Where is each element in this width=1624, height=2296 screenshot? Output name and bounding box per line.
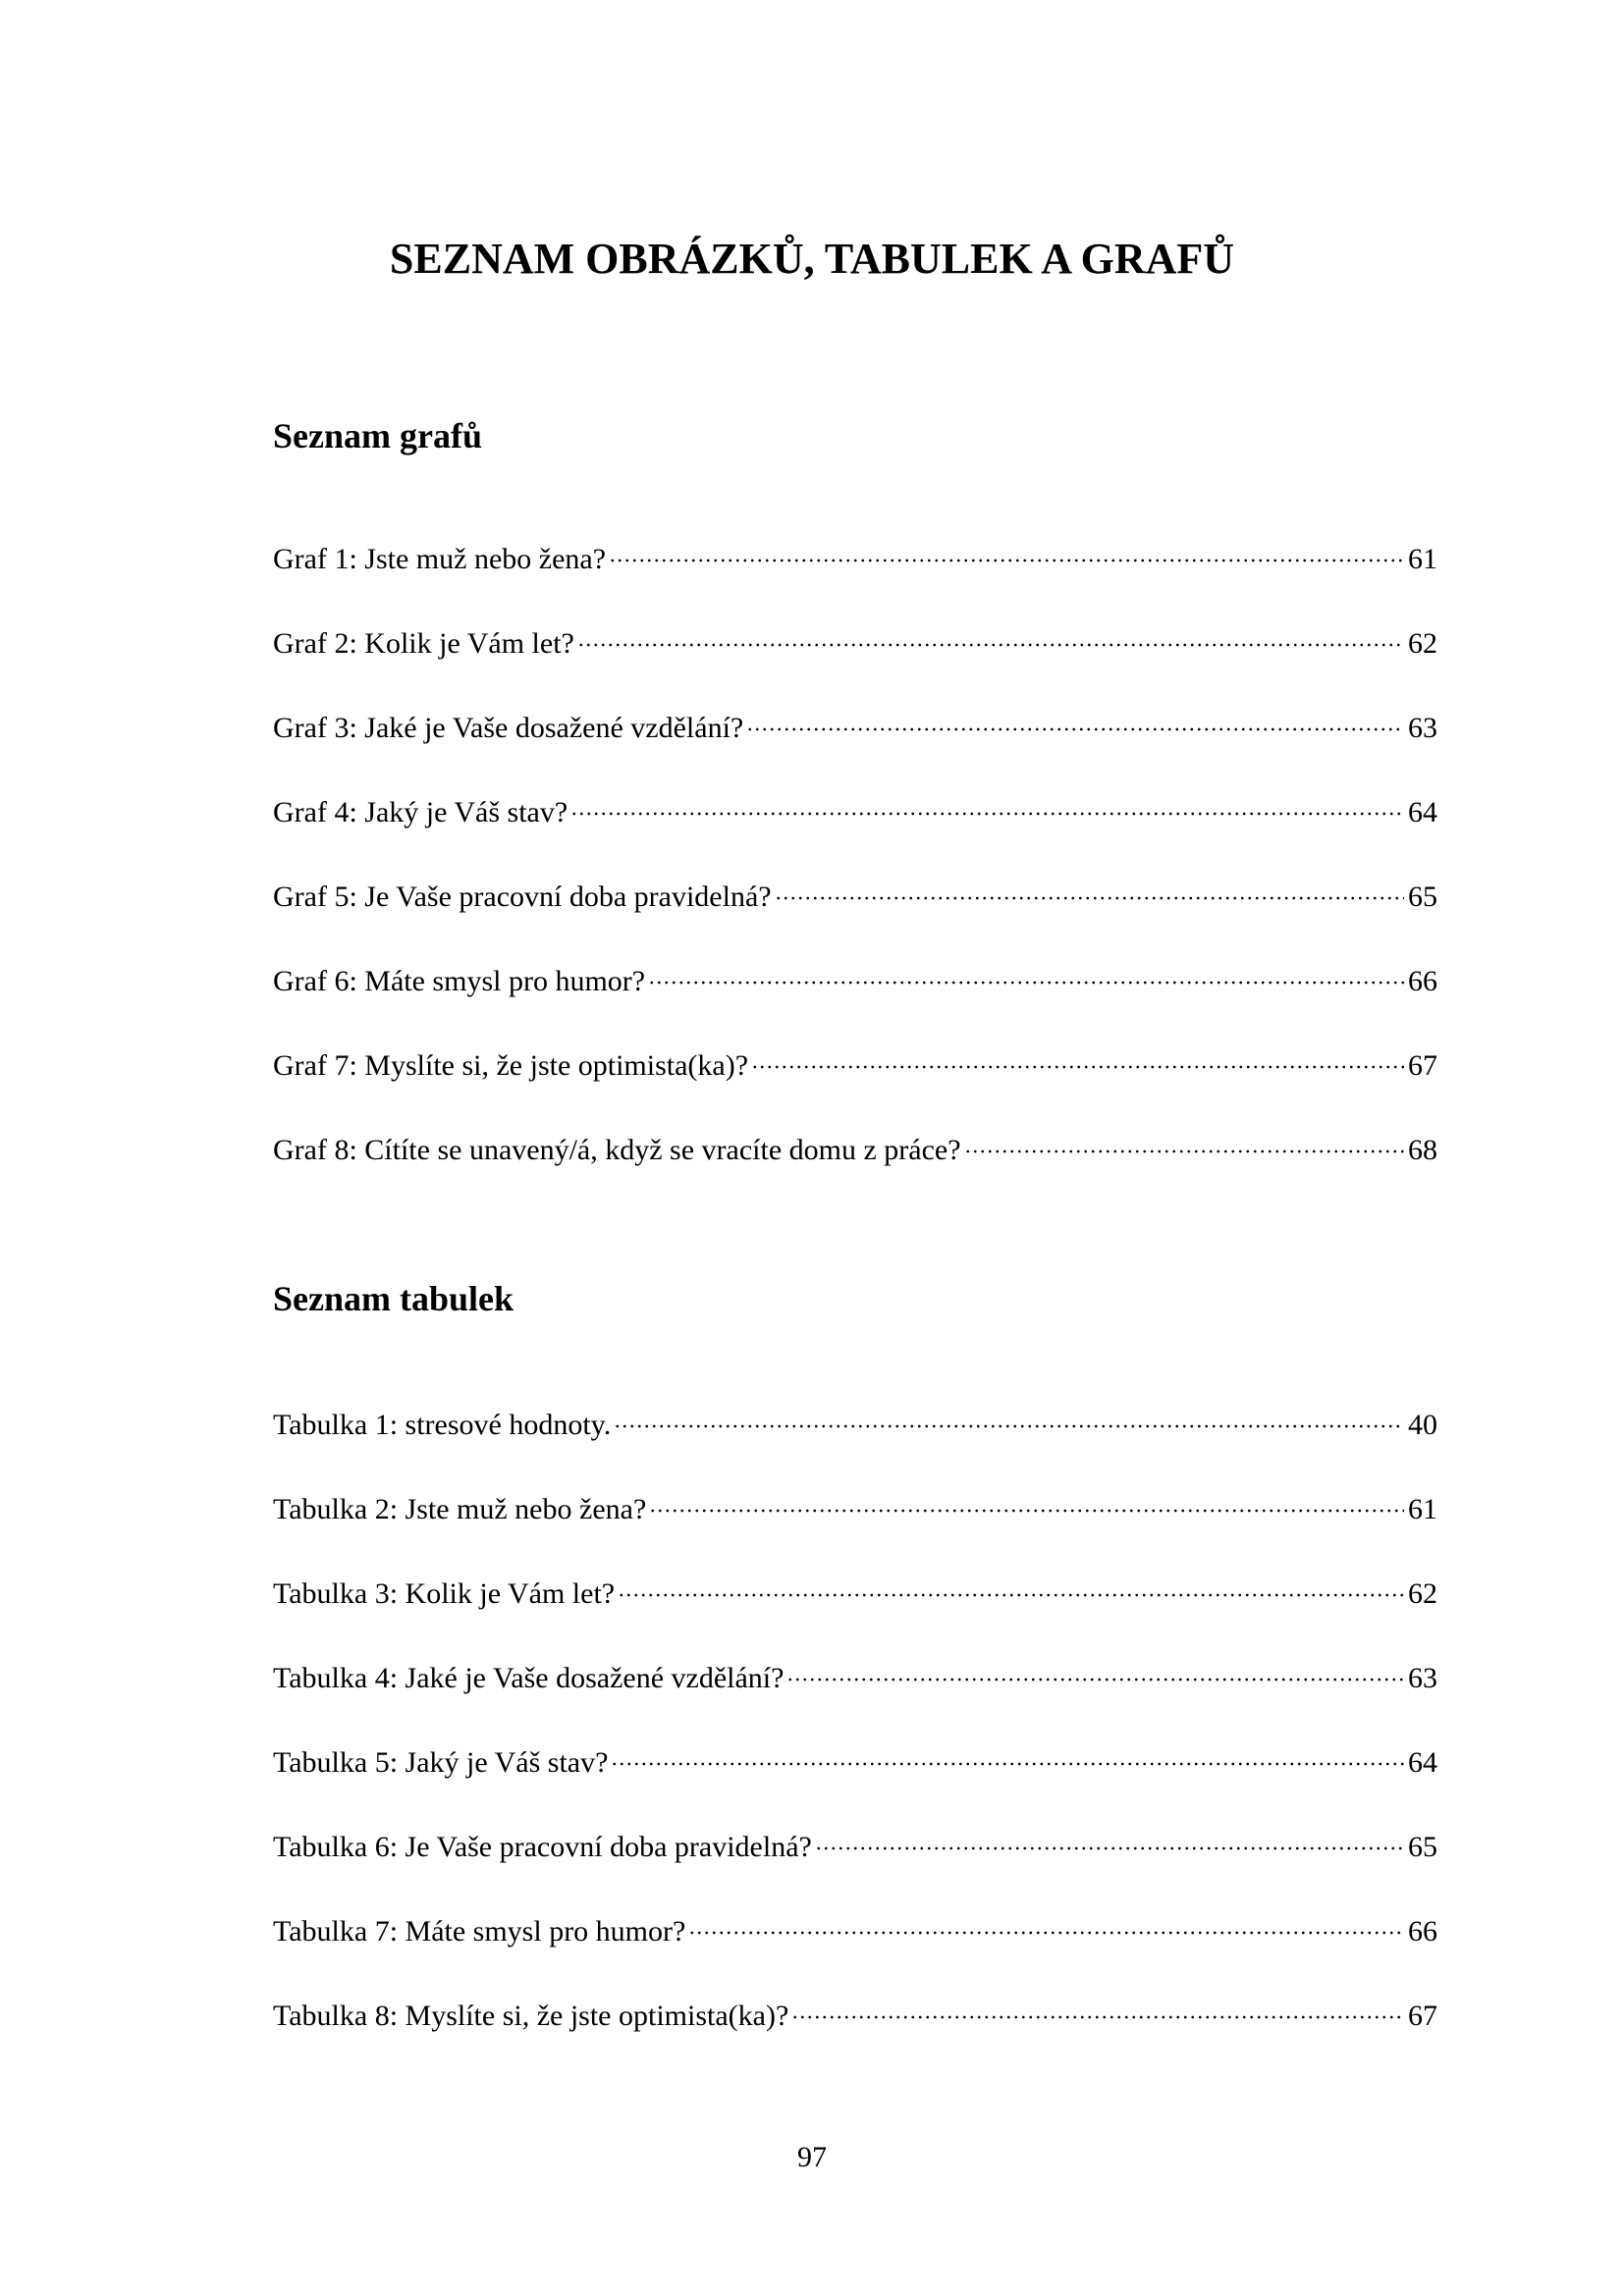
dot-leader <box>964 1120 1404 1159</box>
toc-entry-page: 66 <box>1408 965 1437 997</box>
toc-entry-graf-7[interactable] <box>273 1036 1437 1120</box>
toc-entry-page: 40 <box>1408 1409 1437 1441</box>
dot-leader <box>618 1564 1404 1603</box>
dot-leader <box>609 529 1404 568</box>
toc-entry-label: Graf 1: Jste muž nebo žena? <box>273 543 607 575</box>
toc-entry-graf-5[interactable] <box>273 867 1437 951</box>
toc-entry-graf-4[interactable] <box>273 782 1437 867</box>
dot-leader <box>775 867 1404 906</box>
toc-entry-tabulka-3[interactable] <box>273 1564 1437 1648</box>
toc-entry-tabulka-8[interactable] <box>273 1986 1437 2070</box>
dot-leader <box>815 1817 1404 1856</box>
toc-entry-page: 62 <box>1408 627 1437 660</box>
toc-entry-page: 66 <box>1408 1915 1437 1948</box>
toc-entry-graf-3[interactable] <box>273 698 1437 782</box>
dot-leader <box>688 1901 1404 1941</box>
toc-entry-page: 65 <box>1408 881 1437 913</box>
toc-entry-graf-6[interactable] <box>273 951 1437 1036</box>
toc-entry-label: Tabulka 8: Myslíte si, že jste optimista(ka)? <box>273 2000 789 2032</box>
dot-leader <box>611 1733 1404 1772</box>
toc-entry-label: Tabulka 1: stresové hodnoty. <box>273 1409 612 1441</box>
toc-entry-label: Graf 4: Jaký je Váš stav? <box>273 796 568 828</box>
dot-leader <box>614 1395 1404 1434</box>
dot-leader <box>786 1648 1404 1687</box>
toc-entry-page: 63 <box>1408 712 1437 744</box>
toc-entry-label: Tabulka 7: Máte smysl pro humor? <box>273 1915 686 1948</box>
toc-entry-page: 61 <box>1408 1493 1437 1525</box>
toc-entry-page: 68 <box>1408 1134 1437 1166</box>
toc-entry-label: Graf 3: Jaké je Vaše dosažené vzdělání? <box>273 712 744 744</box>
toc-entry-tabulka-2[interactable] <box>273 1479 1437 1564</box>
toc-entry-label: Tabulka 3: Kolik je Vám let? <box>273 1577 616 1610</box>
dot-leader <box>649 1479 1404 1519</box>
toc-entry-tabulka-7[interactable] <box>273 1901 1437 1986</box>
toc-entry-page: 67 <box>1408 2000 1437 2032</box>
toc-entry-label: Graf 7: Myslíte si, že jste optimista(ka)? <box>273 1049 749 1082</box>
tables-list <box>273 1395 1437 2070</box>
toc-entry-page: 63 <box>1408 1662 1437 1694</box>
dot-leader <box>648 951 1404 990</box>
toc-entry-label: Graf 2: Kolik je Vám let? <box>273 627 574 660</box>
toc-entry-tabulka-6[interactable] <box>273 1817 1437 1901</box>
toc-entry-page: 65 <box>1408 1831 1437 1863</box>
toc-entry-page: 64 <box>1408 796 1437 828</box>
toc-entry-tabulka-4[interactable] <box>273 1648 1437 1733</box>
section-heading-graphs: Seznam grafů <box>273 416 482 455</box>
toc-entry-page: 64 <box>1408 1746 1437 1779</box>
dot-leader <box>751 1036 1404 1075</box>
toc-entry-label: Tabulka 2: Jste muž nebo žena? <box>273 1493 647 1525</box>
dot-leader <box>746 698 1404 737</box>
toc-entry-tabulka-1[interactable] <box>273 1395 1437 1479</box>
dot-leader <box>570 782 1404 822</box>
toc-entry-graf-2[interactable] <box>273 614 1437 698</box>
toc-entry-page: 67 <box>1408 1049 1437 1082</box>
toc-entry-page: 62 <box>1408 1577 1437 1610</box>
toc-entry-graf-8[interactable] <box>273 1120 1437 1204</box>
dot-leader <box>577 614 1404 653</box>
section-heading-tables: Seznam tabulek <box>273 1279 514 1318</box>
dot-leader <box>791 1986 1404 2025</box>
toc-entry-label: Tabulka 4: Jaké je Vaše dosažené vzdělání? <box>273 1662 785 1694</box>
toc-entry-page: 61 <box>1408 543 1437 575</box>
toc-entry-label: Graf 8: Cítíte se unavený/á, když se vracíte domu z práce? <box>273 1134 961 1166</box>
toc-entry-label: Tabulka 5: Jaký je Váš stav? <box>273 1746 609 1779</box>
toc-entry-label: Graf 6: Máte smysl pro humor? <box>273 965 646 997</box>
toc-entry-graf-1[interactable] <box>273 529 1437 614</box>
toc-entry-tabulka-5[interactable] <box>273 1733 1437 1817</box>
toc-entry-label: Graf 5: Je Vaše pracovní doba pravidelná? <box>273 881 772 913</box>
toc-entry-label: Tabulka 6: Je Vaše pracovní doba pravidelná? <box>273 1831 812 1863</box>
page-title: SEZNAM OBRÁZKŮ, TABULEK A GRAFŮ <box>389 235 1235 283</box>
page-number: 97 <box>797 2141 827 2173</box>
graphs-list <box>273 529 1437 1204</box>
